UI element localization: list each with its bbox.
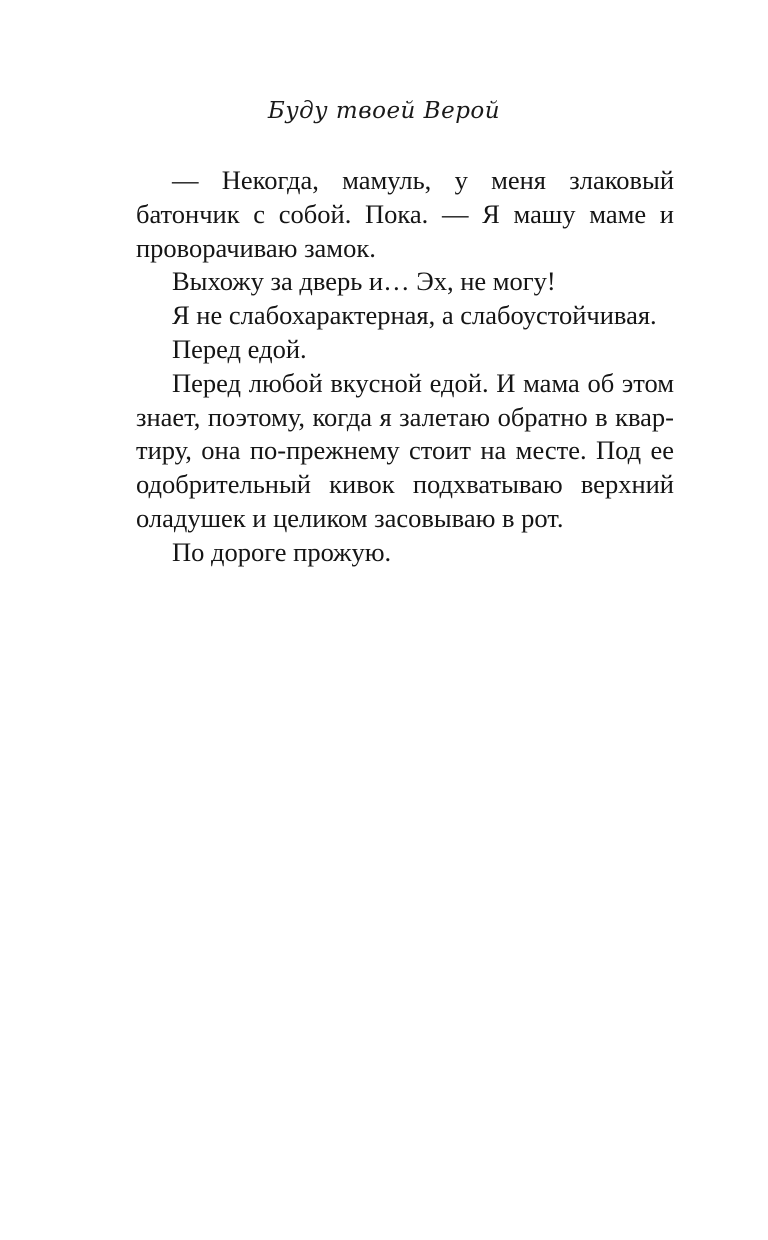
running-header-title: Буду твоей Верой: [267, 98, 501, 124]
paragraph: Выхожу за дверь и… Эх, не могу!: [172, 266, 556, 297]
body-text: [136, 164, 674, 570]
paragraph: Перед любой вкусной едой. И мама об этом знает, поэтому, когда я залетаю обратно в квартиру, она по-прежнему стоит на месте. Под ее одобрительный кивок подхватываю верхний оладушек и целиком засовываю в рот.: [136, 367, 674, 533]
paragraph: Перед едой.: [172, 333, 307, 364]
paragraph: Я не слабохарактерная, а слабоустойчивая.: [172, 300, 657, 331]
paragraph: По дороге прожую.: [172, 536, 392, 567]
paragraph: — Некогда, мамуль, у меня злаковый батончик с собой. Пока. — Я машу маме и проворачиваю замок.: [136, 165, 674, 263]
